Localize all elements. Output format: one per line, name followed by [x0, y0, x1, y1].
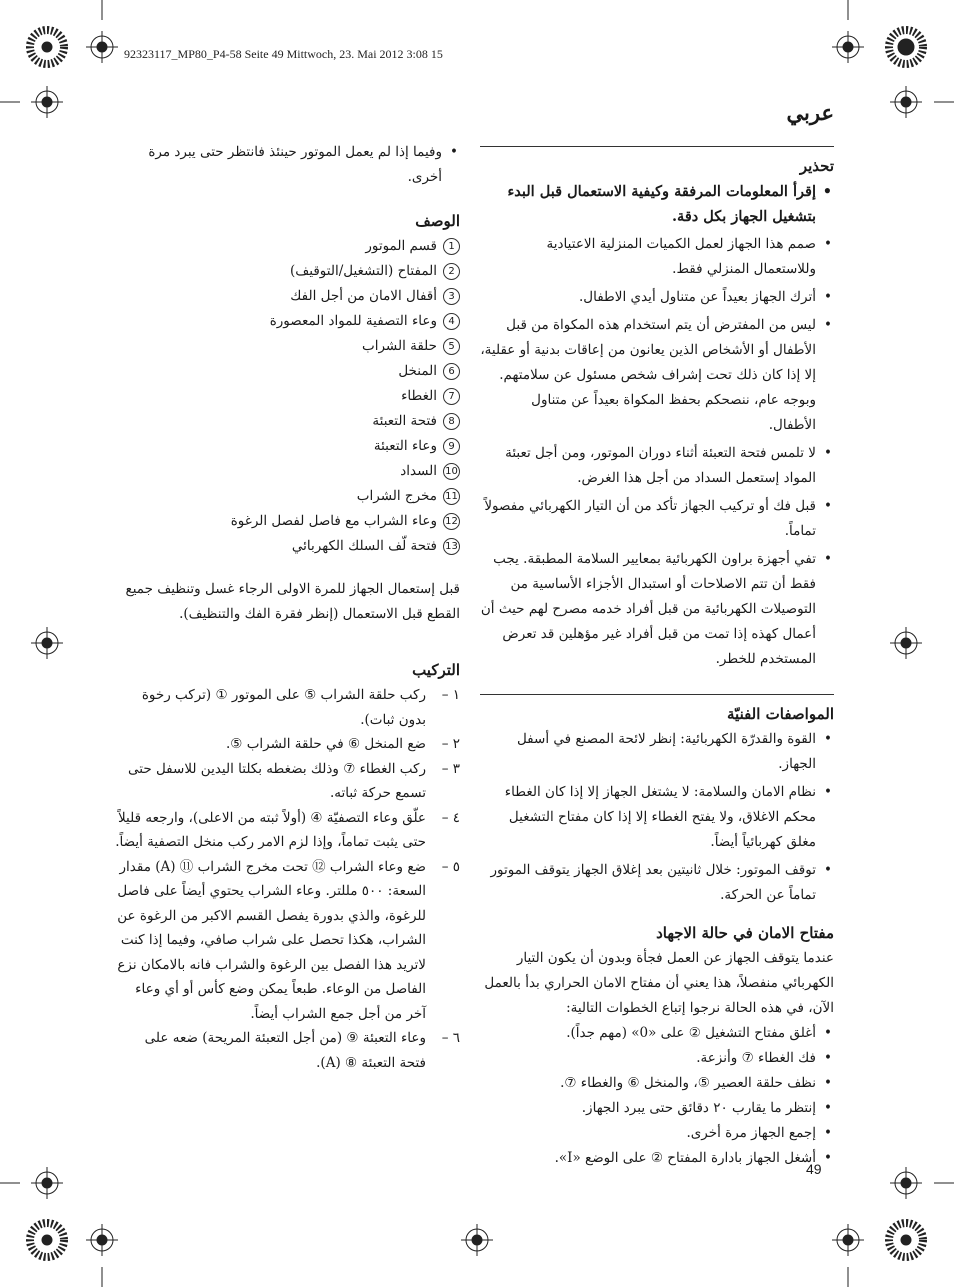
- note-list: [115, 140, 460, 190]
- part-label: قسم الموتور: [365, 238, 437, 254]
- crosshair-icon: [832, 1224, 864, 1256]
- step-text: ركب الغطاء ⑦ وذلك بضغطه بكلتا اليدين للاسفل حتى تسمع حركة ثباته.: [128, 760, 426, 801]
- crosshair-icon: [890, 1167, 922, 1199]
- starburst-icon: [889, 30, 923, 64]
- crosshair-icon: [31, 1167, 63, 1199]
- part-label: وعاء التعبئة: [373, 438, 437, 454]
- step-number: ٥ –: [441, 858, 460, 875]
- list-item: [115, 359, 460, 384]
- left-column: [115, 140, 460, 1075]
- crosshair-icon: [31, 86, 63, 118]
- list-item: • توقف الموتور: خلال ثانيتين بعد إغلاق الجهاز يتوقف الموتور تماماً عن الحركة.: [480, 858, 834, 908]
- part-label: فتحة لّف السلك الكهربائي: [291, 538, 437, 554]
- overload-list: [480, 1021, 834, 1171]
- step-number: ٢ –: [441, 736, 460, 752]
- part-label: المنخل: [398, 363, 437, 379]
- starburst-icon: [30, 1223, 64, 1257]
- list-item: [115, 409, 460, 434]
- right-column: [480, 100, 834, 1171]
- list-item: • قبل فك أو تركيب الجهاز تأكد من أن التيار الكهربائي مفصولاً تماماً.: [480, 494, 834, 544]
- list-item: [115, 334, 460, 359]
- list-item: [115, 1026, 460, 1075]
- list-item: [115, 732, 460, 757]
- list-item: • إقرأ المعلومات المرفقة وكيفية الاستعمال قبل البدء بتشغيل الجهاز بكل دقة.: [480, 179, 834, 229]
- crosshair-icon: [461, 1224, 493, 1256]
- part-label: مخرج الشراب: [356, 488, 437, 504]
- print-header: 92323117_MP80_P4-58 Seite 49 Mittwoch, 23. Mai 2012 3:08 15: [124, 47, 443, 61]
- step-text: ركب حلقة الشراب ⑤ على الموتور ① (تركب رخوة بدون ثبات).: [141, 687, 426, 728]
- language-heading: عربي: [786, 100, 834, 125]
- part-label: وعاء الشراب مع فاصل لفصل الرغوة: [230, 513, 437, 529]
- warning-title: تحذير: [799, 157, 834, 175]
- crosshair-icon: [890, 627, 922, 659]
- list-item: [115, 434, 460, 459]
- step-text: ضع المنخل ⑥ في حلقة الشراب ⑤.: [226, 736, 426, 752]
- page-number: 49: [806, 1161, 822, 1177]
- step-text: علّق وعاء التصفيّة ④ (أولاً ثبته من الاعلى)، وارجعه قليلاً حتى يثبت تماماً، وإذا لزم الامر ركب منخل التصفية أيضاً.: [115, 809, 426, 850]
- list-item: [115, 459, 460, 484]
- part-label: المفتاح (التشغيل/التوقيف): [290, 263, 437, 279]
- list-item: [115, 234, 460, 259]
- list-item: • تفي أجهزة براون الكهربائية بمعايير السلامة المطبقة. يجب فقط أن تتم الاصلاحات أو استبدال الأجزاء الأساسية من التوصيلات الكهربائية من قبل أفراد خدمه مصرح لهم حيث أن أعمال كهذه إذا تمت من قبل أفراد غير مؤهلين قد تعرض المستخدم للخطر.: [480, 547, 834, 672]
- assembly-steps: [115, 683, 460, 1075]
- list-item: • القوة والقدرّة الكهربائية: إنظر لائحة المصنع في أسفل الجهاز.: [480, 727, 834, 777]
- list-item: [115, 806, 460, 855]
- part-number: 5: [443, 338, 460, 355]
- part-number: 4: [443, 313, 460, 330]
- list-item: [115, 284, 460, 309]
- part-label: حلقة الشراب: [362, 338, 437, 354]
- part-number: 11: [443, 488, 460, 505]
- crosshair-icon: [832, 31, 864, 63]
- divider: [480, 146, 834, 147]
- list-item: [115, 534, 460, 559]
- list-item: • أغلق مفتاح التشغيل ② على «0» (مهم جداً).: [480, 1021, 834, 1046]
- warning-list: [480, 179, 834, 672]
- part-number: 1: [443, 238, 460, 255]
- list-item: • نظام الامان والسلامة: لا يشتغل الجهاز إلا إذا كان الغطاء محكم الاغلاق، ولا يفتح الغطاء إلا إذا كان مفتاح التشغيل مغلق كهربائياً أيضاً.: [480, 780, 834, 855]
- part-number: 6: [443, 363, 460, 380]
- list-item: [115, 309, 460, 334]
- crosshair-icon: [86, 31, 118, 63]
- parts-list: [115, 234, 460, 559]
- part-label: الغطاء: [401, 388, 437, 404]
- part-number: 3: [443, 288, 460, 305]
- part-label: فتحة التعبئة: [372, 413, 437, 429]
- overload-title: مفتاح الامان في حالة الاجهاد: [656, 924, 834, 942]
- list-item: • فك الغطاء ⑦ وأنزعة.: [480, 1046, 834, 1071]
- step-text: وعاء التعبئة ⑨ (من أجل التعبئة المريحة) ضعه على فتحة التعبئة ⑧ (A).: [144, 1030, 426, 1071]
- list-item: [115, 384, 460, 409]
- list-item: • ليس من المفترض أن يتم استخدام هذه المكواة من قبل الأطفال أو الأشخاص الذين يعانون من إعاقات بدنية أو عقلية، إلا إذا كان ذلك تحت إشراف شخص مسئول عن سلامتهم. وبوجه عام، ننصحكم بحفظ المكواة بعيداً عن متناول الأطفال.: [480, 313, 834, 438]
- list-item: [115, 757, 460, 806]
- assembly-title: التركيب: [412, 661, 460, 679]
- specs-title: المواصفات الفنيّة: [727, 705, 834, 723]
- part-number: 2: [443, 263, 460, 280]
- specs-list: [480, 727, 834, 908]
- step-number: ٤ –: [441, 809, 460, 826]
- part-number: 10: [443, 463, 460, 480]
- part-number: 8: [443, 413, 460, 430]
- before-use-paragraph: قبل إستعمال الجهاز للمرة الاولى الرجاء غسل وتنظيف جميع القطع قبل الاستعمال (إنظر فقرة الفك والتنظيف).: [125, 581, 460, 622]
- part-label: أقفال الامان من أجل الفك: [290, 288, 437, 304]
- list-item: • نظف حلقة العصير ⑤، والمنخل ⑥ والغطاء ⑦.: [480, 1071, 834, 1096]
- crosshair-icon: [31, 627, 63, 659]
- step-number: ١ –: [441, 687, 460, 703]
- part-label: وعاء التصفية للمواد المعصورة: [269, 313, 437, 329]
- part-label: السداد: [400, 463, 437, 479]
- list-item: • إجمع الجهاز مرة أخرى.: [480, 1121, 834, 1146]
- part-number: 9: [443, 438, 460, 455]
- part-number: 7: [443, 388, 460, 405]
- list-item: [115, 484, 460, 509]
- list-item: • أشغل الجهاز بادارة المفتاح ② على الوضع «I».: [480, 1146, 834, 1171]
- crosshair-icon: [86, 1224, 118, 1256]
- list-item: [115, 509, 460, 534]
- list-item: • لا تلمس فتحة التعبئة أثناء دوران الموتور، ومن أجل تعبئة المواد إستعمل السداد من أجل هذا الغرض.: [480, 441, 834, 491]
- part-number: 13: [443, 538, 460, 555]
- list-item: [115, 683, 460, 732]
- divider: [480, 694, 834, 695]
- list-item: • وفيما إذا لم يعمل الموتور حينئذ فانتظر حتى يبرد مرة أخرى.: [135, 140, 460, 190]
- overload-intro: عندما يتوقف الجهاز عن العمل فجأة وبدون أن يكون التيار الكهربائي منفصلاً، هذا يعني أن مفتاح الامان الحراري بدأ بالعمل الآن، في هذه الحالة نرجوا إتباع الخطوات التالية:: [484, 950, 834, 1016]
- step-number: ٣ –: [441, 760, 460, 777]
- starburst-icon: [30, 30, 64, 64]
- step-text: ضع وعاء الشراب ⑫ تحت مخرج الشراب ⑪ (A) مقدار السعة: ٥٠٠ مللتر. وعاء الشراب يحتوي أيضاً على فاصل للرغوة، والذي بدورة يفصل القسم الاكبر من الرغوة عن الشراب، هكذا تحصل على شراب صافي، وفيما إذا كنت لاتريد هذا الفصل بين الرغوة والشراب فانه بالامكان نزع الفاصل من الوعاء. طبعاً يمكن وضع كأس أو أي وعاء آخر من أجل جمع الشراب أيضاً.: [117, 858, 426, 1022]
- list-item: • أترك الجهاز بعيداً عن متناول أيدي الاطفال.: [480, 285, 834, 310]
- list-item: [115, 855, 460, 1027]
- part-number: 12: [443, 513, 460, 530]
- list-item: • صمم هذا الجهاز لعمل الكميات المنزلية الاعتيادية وللاستعمال المنزلي فقط.: [480, 232, 834, 282]
- list-item: • إنتظر ما يقارب ٢٠ دقائق حتى يبرد الجهاز.: [480, 1096, 834, 1121]
- step-number: ٦ –: [441, 1030, 460, 1046]
- crosshair-icon: [890, 86, 922, 118]
- starburst-icon: [889, 1223, 923, 1257]
- description-title: الوصف: [415, 212, 460, 230]
- list-item: [115, 259, 460, 284]
